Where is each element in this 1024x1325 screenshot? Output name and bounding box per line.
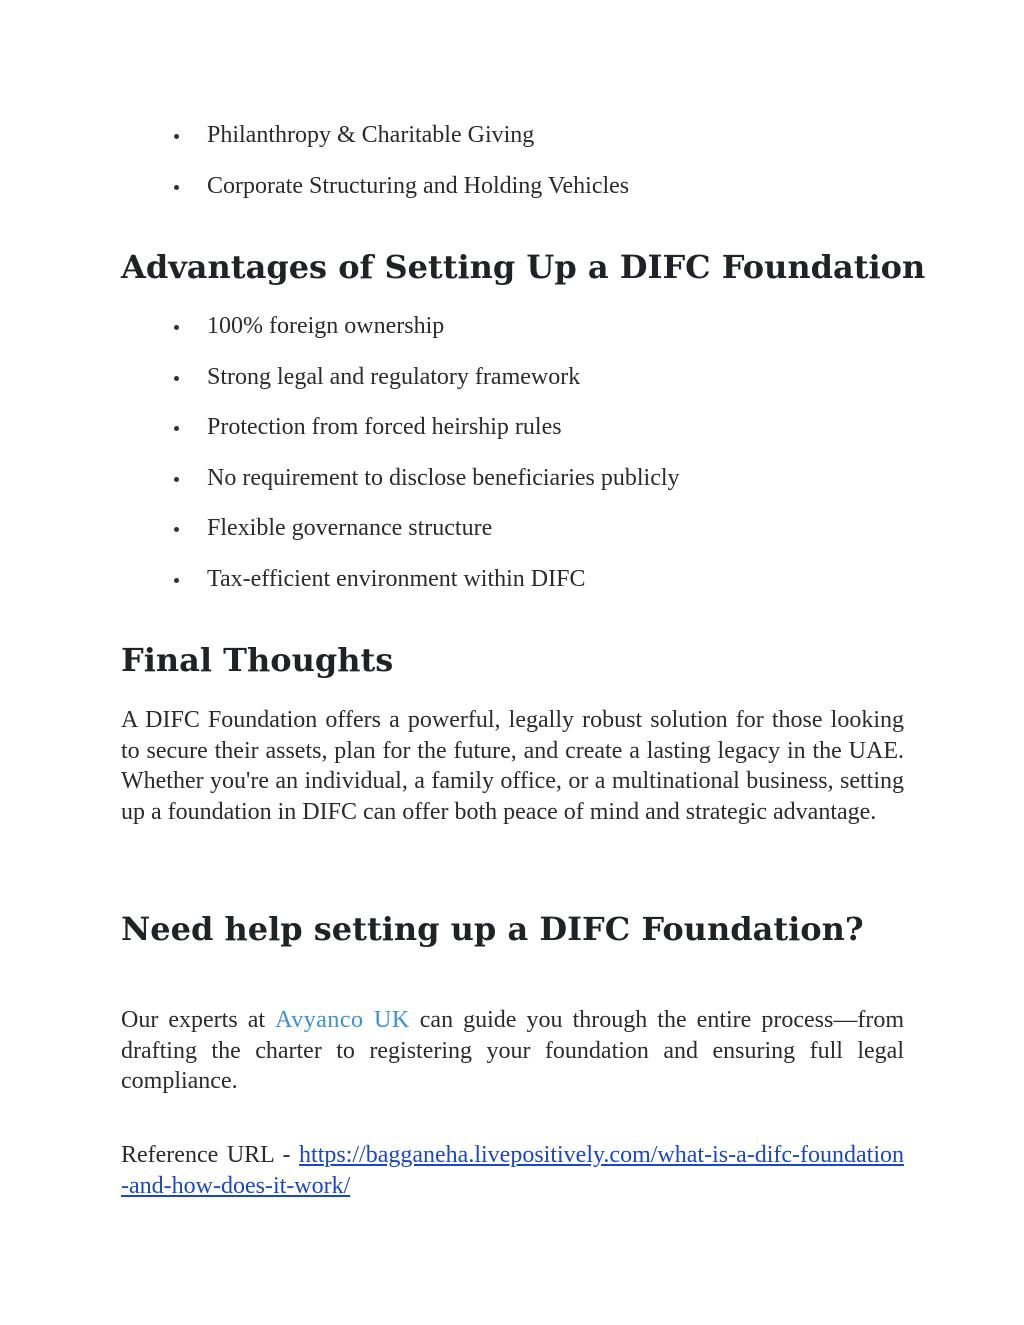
list-item-text: Strong legal and regulatory framework xyxy=(207,363,581,390)
advantages-heading: Advantages of Setting Up a DIFC Foundation xyxy=(121,248,926,286)
final-thoughts-paragraph: A DIFC Foundation offers a powerful, legally robust solution for those looking to secure their assets, plan for the future, and create a lasting legacy in the UAE. Whether you're an individual, a family office, or a multinational business, setting up a foundation in DIFC can offer both peace of mind and strategic advantage. xyxy=(121,707,904,825)
list-item-text: Protection from forced heirship rules xyxy=(207,414,562,440)
bullet-icon xyxy=(174,185,179,190)
help-paragraph xyxy=(121,1005,904,1097)
bullet-icon xyxy=(174,527,179,532)
reference-paragraph xyxy=(121,1140,904,1201)
list-item xyxy=(121,311,904,362)
list-item xyxy=(121,564,904,615)
list-item-text: Philanthropy & Charitable Giving xyxy=(207,122,535,148)
top-bullet-list xyxy=(121,120,904,221)
list-item xyxy=(121,513,904,564)
help-heading: Need help setting up a DIFC Foundation? xyxy=(121,910,864,948)
list-item xyxy=(121,412,904,463)
bullet-icon xyxy=(174,376,179,381)
list-item xyxy=(121,120,904,171)
bullet-icon xyxy=(174,426,179,431)
bullet-icon xyxy=(174,477,179,482)
bullet-icon xyxy=(174,578,179,583)
help-text-after: can guide you through the entire process—from drafting the charter to registering your foundation and ensuring full legal compliance. xyxy=(121,1007,904,1094)
list-item xyxy=(121,171,904,222)
help-text-before: Our experts at xyxy=(121,1007,266,1033)
final-thoughts-heading: Final Thoughts xyxy=(121,641,394,679)
list-item xyxy=(121,362,904,413)
list-item-text: Tax-efficient environment within DIFC xyxy=(207,565,586,592)
avyanco-uk-link[interactable]: Avyanco UK xyxy=(275,1007,410,1033)
list-item-text: 100% foreign ownership xyxy=(207,313,445,339)
list-item-text: Flexible governance structure xyxy=(207,515,493,541)
reference-url-link[interactable]: https://bagganeha.livepositively.com/what-is-a-difc-foundation-and-how-does-it-work/ xyxy=(121,1142,904,1199)
list-item-text: No requirement to disclose beneficiaries publicly xyxy=(207,464,680,491)
advantages-bullet-list xyxy=(121,311,904,614)
list-item-text: Corporate Structuring and Holding Vehicles xyxy=(207,172,630,199)
bullet-icon xyxy=(174,325,179,330)
reference-label: Reference URL - xyxy=(121,1142,291,1168)
list-item xyxy=(121,463,904,514)
bullet-icon xyxy=(174,134,179,139)
